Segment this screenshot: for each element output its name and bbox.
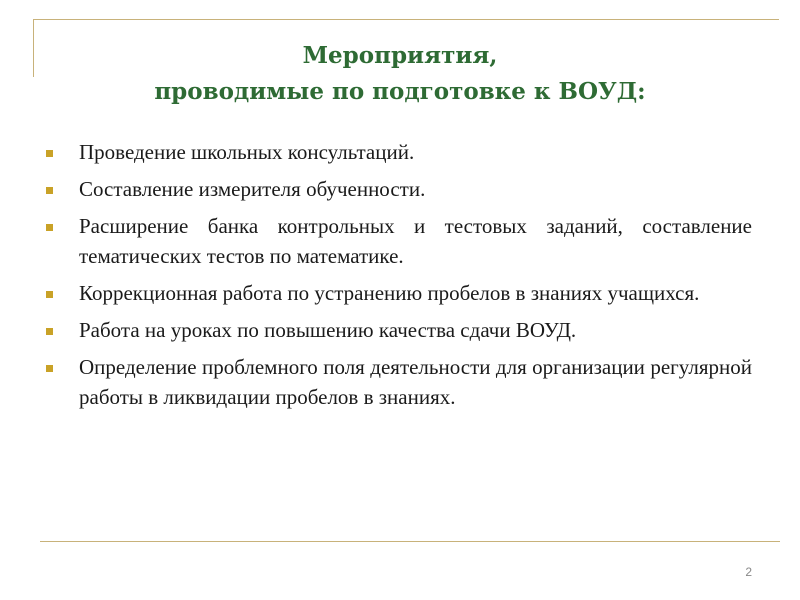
frame-top-line bbox=[33, 19, 779, 20]
list-item bbox=[46, 174, 752, 204]
list-item-text: Составление измерителя обученности. bbox=[79, 177, 426, 201]
square-bullet-icon bbox=[46, 328, 53, 335]
slide-title-line-2: проводимые по подготовке к ВОУД: bbox=[154, 78, 646, 105]
list-item bbox=[46, 352, 752, 412]
list-item-text: Проведение школьных консультаций. bbox=[79, 140, 415, 164]
square-bullet-icon bbox=[46, 291, 53, 298]
square-bullet-icon bbox=[46, 150, 53, 157]
frame-bottom-line bbox=[40, 541, 780, 542]
square-bullet-icon bbox=[46, 187, 53, 194]
list-item-text: Работа на уроках по повышению качества сдачи ВОУД. bbox=[79, 318, 577, 342]
square-bullet-icon bbox=[46, 365, 53, 372]
list-item bbox=[46, 278, 752, 308]
bullet-list bbox=[46, 137, 752, 419]
slide-title bbox=[0, 38, 800, 110]
square-bullet-icon bbox=[46, 224, 53, 231]
list-item-text: Расширение банка контрольных и тестовых заданий, составление тематических тестов по математике. bbox=[79, 214, 752, 268]
list-item bbox=[46, 315, 752, 345]
page-number: 2 bbox=[745, 565, 752, 579]
list-item-text: Коррекционная работа по устранению пробелов в знаниях учащихся. bbox=[79, 281, 700, 305]
slide-title-line-1: Мероприятия, bbox=[302, 42, 498, 69]
list-item bbox=[46, 137, 752, 167]
list-item-text: Определение проблемного поля деятельности для организации регулярной работы в ликвидации пробелов в знаниях. bbox=[79, 355, 752, 409]
list-item bbox=[46, 211, 752, 271]
